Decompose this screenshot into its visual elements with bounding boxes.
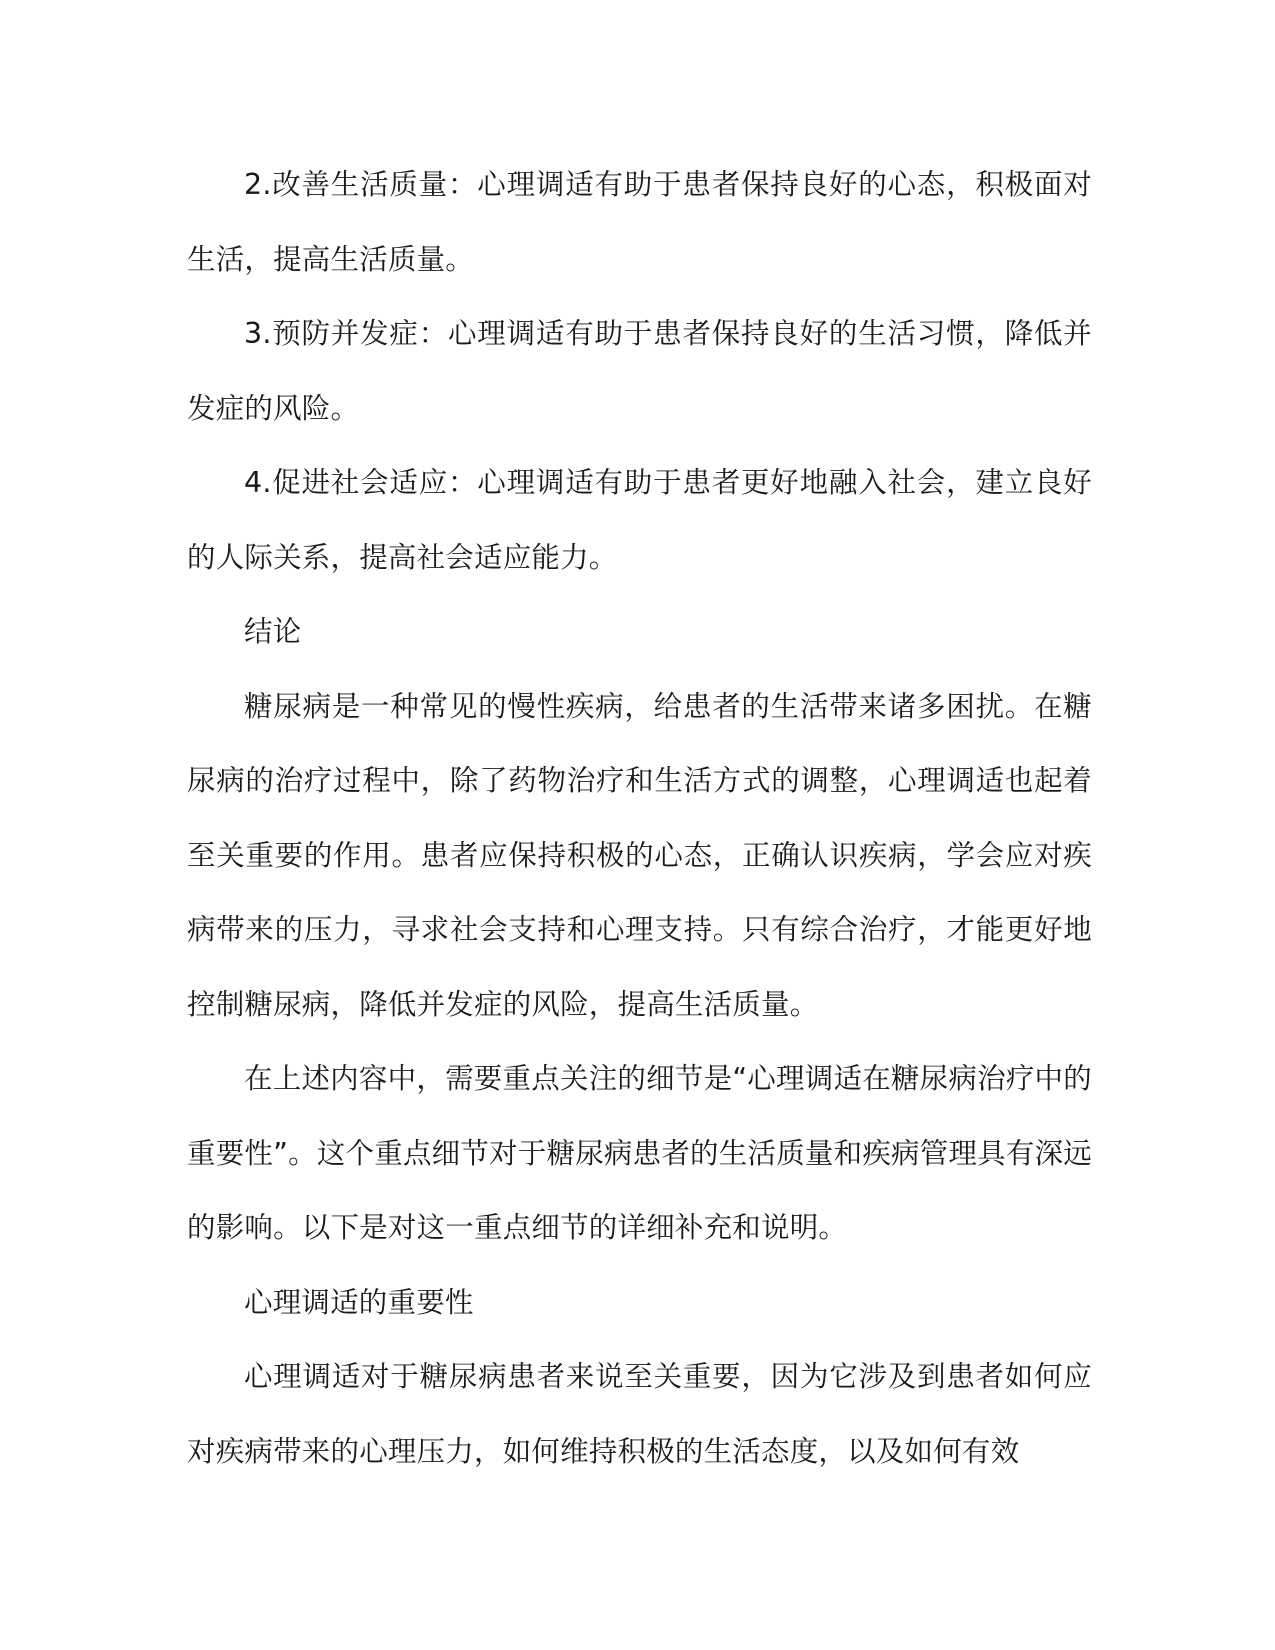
paragraph-importance: 心理调适对于糖尿病患者来说至关重要，因为它涉及到患者如何应对疾病带来的心理压力，如何维持积极的生活态度，以及如何有效	[187, 1360, 1092, 1468]
document-body	[187, 148, 1092, 1489]
section-heading-conclusion: 结论	[244, 615, 302, 648]
paragraph-prevent-complications: 3.预防并发症：心理调适有助于患者保持良好的生活习惯，降低并发症的风险。	[187, 317, 1092, 425]
paragraph-improve-quality-of-life: 2.改善生活质量：心理调适有助于患者保持良好的心态，积极面对生活，提高生活质量。	[187, 168, 1092, 276]
paragraph-conclusion: 糖尿病是一种常见的慢性疾病，给患者的生活带来诸多困扰。在糖尿病的治疗过程中，除了药物治疗和生活方式的调整，心理调适也起着至关重要的作用。患者应保持积极的心态，正确认识疾病，学会应对疾病带来的压力，寻求社会支持和心理支持。只有综合治疗，才能更好地控制糖尿病，降低并发症的风险，提高生活质量。	[187, 689, 1092, 1021]
section-heading-importance: 心理调适的重要性	[244, 1285, 474, 1319]
paragraph-social-adaptation: 4.促进社会适应：心理调适有助于患者更好地融入社会，建立良好的人际关系，提高社会适应能力。	[187, 466, 1092, 574]
paragraph-key-detail: 在上述内容中，需要重点关注的细节是“心理调适在糖尿病治疗中的重要性”。这个重点细节对于糖尿病患者的生活质量和疾病管理具有深远的影响。以下是对这一重点细节的详细补充和说明。	[187, 1062, 1092, 1244]
